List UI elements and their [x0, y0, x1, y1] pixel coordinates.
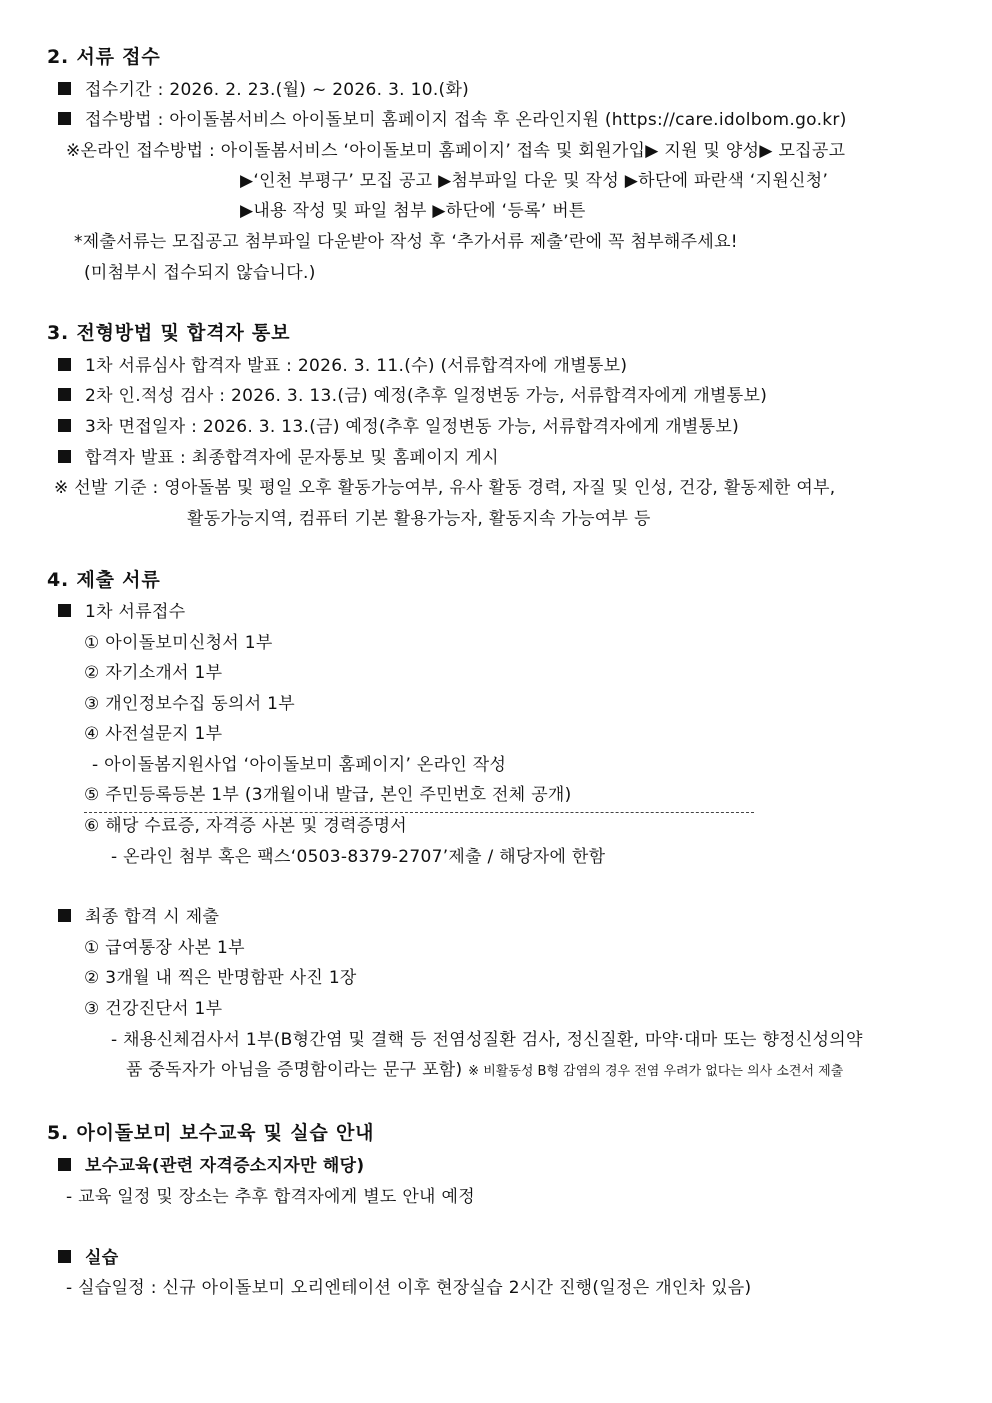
- s2-note-line-1: *제출서류는 모집공고 첨부파일 다운받아 작성 후 ‘추가서류 제출’란에 꼭 첨부해주세요!: [74, 232, 738, 252]
- s2-method-text: 접수방법 : 아이돌봄서비스 아이돌보미 홈페이지 접속 후 온라인지원 (https://care.idolbom.go.kr): [85, 110, 847, 130]
- section-4-heading: 4. 제출 서류: [47, 569, 161, 591]
- s3-item-3: [58, 416, 739, 438]
- square-bullet-icon: [58, 112, 71, 125]
- s2-note-line-2: (미첨부시 접수되지 않습니다.): [84, 263, 316, 283]
- square-bullet-icon: [58, 358, 71, 371]
- square-bullet-icon: [58, 419, 71, 432]
- section-5-heading: 5. 아이돌보미 보수교육 및 실습 안내: [47, 1122, 375, 1144]
- s4-doc-1: ① 아이돌보미신청서 1부: [84, 633, 273, 653]
- s4-final-doc-3-sub-2: [126, 1059, 843, 1083]
- s4-first-round: [58, 601, 185, 623]
- s4-doc-3: ③ 개인정보수집 동의서 1부: [84, 694, 295, 714]
- s4-final-round-text: 최종 합격 시 제출: [85, 907, 220, 927]
- s2-method-item: [58, 109, 847, 131]
- s5-practice-item: [58, 1247, 118, 1269]
- s2-online-line-2: ▶‘인천 부평구’ 모집 공고 ▶첨부파일 다운 및 작성 ▶하단에 파란색 ‘지원신청’: [240, 171, 829, 191]
- s4-final-doc-3: ③ 건강진단서 1부: [84, 999, 223, 1019]
- s5-edu-item: [58, 1155, 364, 1177]
- square-bullet-icon: [58, 388, 71, 401]
- s3-item-3-text: 3차 면접일자 : 2026. 3. 13.(금) 예정(추후 일정변동 가능, 서류합격자에게 개별통보): [85, 417, 740, 437]
- s4-doc-4-sub: - 아이돌봄지원사업 ‘아이돌보미 홈페이지’ 온라인 작성: [92, 755, 507, 775]
- s5-edu-sub: - 교육 일정 및 장소는 추후 합격자에게 별도 안내 예정: [66, 1187, 475, 1207]
- s3-item-2: [58, 385, 767, 407]
- s4-final-round: [58, 906, 219, 928]
- s3-item-4-text: 합격자 발표 : 최종합격자에 문자통보 및 홈페이지 게시: [85, 448, 499, 468]
- section-3-heading: 3. 전형방법 및 합격자 통보: [47, 322, 291, 344]
- s4-final-doc-1: ① 급여통장 사본 1부: [84, 938, 245, 958]
- s5-practice-text: 실습: [85, 1248, 119, 1268]
- s2-online-line-3: ▶내용 작성 및 파일 첨부 ▶하단에 ‘등록’ 버튼: [240, 201, 586, 221]
- s5-edu-text: 보수교육(관련 자격증소지자만 해당): [85, 1156, 365, 1176]
- s3-criteria-line-2: 활동가능지역, 컴퓨터 기본 활용가능자, 활동지속 가능여부 등: [187, 509, 651, 529]
- square-bullet-icon: [58, 450, 71, 463]
- square-bullet-icon: [58, 909, 71, 922]
- square-bullet-icon: [58, 82, 71, 95]
- s4-first-round-text: 1차 서류접수: [85, 602, 186, 622]
- s4-final-doc-3-sub-2-text: 품 중독자가 아님을 증명함이라는 문구 포함): [126, 1060, 463, 1080]
- s4-doc-4: ④ 사전설문지 1부: [84, 724, 223, 744]
- s4-doc-6-sub: - 온라인 첨부 혹은 팩스‘0503-8379-2707’제출 / 해당자에 한함: [111, 847, 606, 867]
- s5-practice-sub: - 실습일정 : 신규 아이돌보미 오리엔테이션 이후 현장실습 2시간 진행(일정은 개인차 있음): [66, 1278, 752, 1298]
- s2-online-line-1: ※온라인 접수방법 : 아이돌봄서비스 ‘아이돌보미 홈페이지’ 접속 및 회원가입▶ 지원 및 양성▶ 모집공고: [66, 141, 846, 161]
- s3-item-2-text: 2차 인.적성 검사 : 2026. 3. 13.(금) 예정(추후 일정변동 가능, 서류합격자에게 개별통보): [85, 386, 768, 406]
- square-bullet-icon: [58, 1158, 71, 1171]
- square-bullet-icon: [58, 1250, 71, 1263]
- s4-doc-5: ⑤ 주민등록등본 1부 (3개월이내 발급, 본인 주민번호 전체 공개): [84, 785, 572, 805]
- dotted-divider: [84, 812, 754, 813]
- square-bullet-icon: [58, 604, 71, 617]
- s3-item-1: [58, 355, 627, 377]
- s4-doc-6: ⑥ 해당 수료증, 자격증 사본 및 경력증명서: [84, 816, 408, 836]
- s4-doc-2: ② 자기소개서 1부: [84, 663, 223, 683]
- s4-final-doc-3-sub-1: - 채용신체검사서 1부(B형간염 및 결핵 등 전염성질환 검사, 정신질환, 마약·대마 또는 향정신성의약: [111, 1030, 863, 1050]
- s2-period-item: [58, 79, 469, 101]
- s3-criteria-line-1: ※ 선발 기준 : 영아돌봄 및 평일 오후 활동가능여부, 유사 활동 경력, 자질 및 인성, 건강, 활동제한 여부,: [54, 478, 836, 498]
- s4-final-doc-2: ② 3개월 내 찍은 반명함판 사진 1장: [84, 968, 357, 988]
- s3-item-1-text: 1차 서류심사 합격자 발표 : 2026. 3. 11.(수) (서류합격자에 개별통보): [85, 356, 628, 376]
- s2-period-text: 접수기간 : 2026. 2. 23.(월) ~ 2026. 3. 10.(화): [85, 80, 470, 100]
- section-2-heading: 2. 서류 접수: [47, 46, 161, 68]
- s3-item-4: [58, 447, 499, 469]
- s4-hepatitis-note: ※ 비활동성 B형 감염의 경우 전염 우려가 없다는 의사 소견서 제출: [468, 1064, 844, 1079]
